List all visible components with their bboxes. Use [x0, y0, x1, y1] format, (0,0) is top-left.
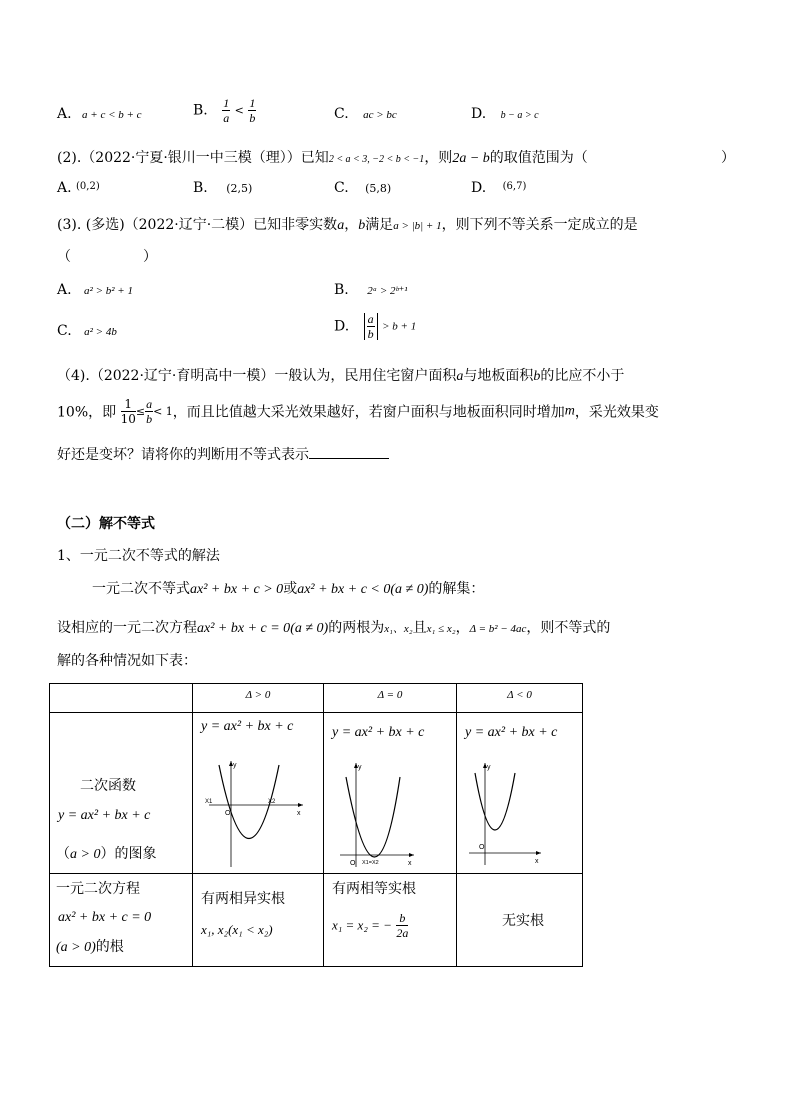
ineq-1: ax² + bx + c > 0	[190, 582, 284, 597]
roots-description: 无实根	[502, 913, 544, 929]
table-header-row	[50, 684, 583, 713]
q4-text: < 1	[153, 405, 173, 418]
q3-suffix: ，则下列不等关系一定成立的是	[441, 217, 638, 233]
function-label: y = ax² + bx + c	[201, 719, 294, 734]
var-a: a	[456, 369, 464, 384]
option-expr: ac > bc	[363, 109, 397, 121]
solution-table	[49, 683, 583, 967]
q4-text: 与地板面积	[463, 368, 534, 384]
q4-text: 好还是变坏？请将你的判断用不等式表示	[57, 447, 309, 463]
table-row	[50, 713, 583, 874]
condition: (a ≠ 0)	[290, 621, 329, 636]
option-value: (6,7)	[502, 181, 527, 192]
q4-text: ，而且比值越大采光效果越好，若窗户面积与地板面积同时增加	[172, 404, 565, 421]
var-b: b	[358, 218, 366, 233]
q2-option-d	[471, 180, 526, 196]
text: 的根	[95, 939, 124, 955]
numerator: 1	[121, 398, 136, 412]
var-m: m	[564, 403, 575, 419]
numerator: 1	[223, 96, 230, 110]
text: 或	[283, 581, 298, 597]
axis-label-y: y	[358, 764, 362, 771]
table-header-cell	[193, 684, 324, 713]
denominator: 10	[120, 412, 136, 426]
denominator: b	[249, 111, 256, 125]
header-delta-positive: Δ > 0	[245, 689, 271, 701]
option-expr: b − a > c	[500, 110, 539, 121]
graph-cell-delta-negative	[457, 713, 583, 874]
option-label: B.	[193, 102, 208, 119]
text: 设相应的一元二次方程	[57, 620, 197, 636]
fraction	[367, 313, 375, 340]
q4-line1	[57, 365, 624, 385]
axis-label-y: y	[233, 762, 237, 769]
label-formula: ax² + bx + c = 0	[58, 910, 152, 925]
text: （	[56, 846, 70, 862]
option-label: A.	[57, 180, 72, 196]
q4-text: （4).（2022·辽宁·育明高中一模）一般认为，民用住宅窗户面积	[57, 368, 457, 384]
q2-close-paren: ）	[721, 150, 735, 166]
fraction	[121, 398, 136, 425]
x-axis-arrow	[298, 803, 303, 807]
q4-text: ，采光效果变	[574, 404, 659, 421]
q2-mid: ，则	[424, 150, 453, 166]
label-text: 二次函数	[80, 778, 136, 794]
option-label: B.	[334, 282, 349, 298]
parabola-graph-no-root	[465, 759, 545, 871]
q3-stem	[57, 214, 638, 234]
text: 的两根为	[328, 620, 385, 636]
parabola-curve	[346, 777, 400, 857]
q3-option-b	[334, 282, 408, 298]
q3-option-c	[57, 323, 117, 339]
text: 且	[412, 620, 427, 636]
equation: ax² + bx + c = 0	[197, 621, 291, 636]
paragraph-line: 解的各种情况如下表：	[57, 653, 197, 669]
q4-line2	[57, 398, 659, 425]
fraction	[222, 97, 230, 124]
q2-option-a	[57, 180, 100, 196]
option-label: D.	[471, 106, 487, 122]
axis-label-y: y	[487, 764, 491, 771]
root-label: X1=X2	[362, 860, 379, 866]
option-label: D.	[471, 180, 487, 196]
subsection-title: 1、一元二次不等式的解法	[57, 548, 220, 564]
root-label-x1: X1	[205, 799, 213, 805]
option-label: B.	[193, 180, 208, 196]
q2-option-b	[193, 180, 252, 196]
option-label: C.	[334, 180, 349, 196]
option-expr: a² > 4b	[84, 326, 117, 338]
fraction	[145, 398, 153, 425]
subsection-line	[92, 578, 484, 598]
roots: x₁、x₂	[384, 623, 413, 635]
parabola-graph-one-root	[336, 759, 416, 871]
q2-prefix: (2).（2022·宁夏·银川一中三模（理））已知	[57, 150, 329, 166]
answer-blank[interactable]	[309, 444, 389, 459]
text: ，	[455, 620, 470, 636]
condition: a > 0	[70, 847, 101, 862]
q3-condition: a > |b| + 1	[393, 220, 442, 232]
less-than: <	[234, 104, 244, 117]
option-expr: a² > b² + 1	[84, 285, 133, 297]
roots-cell-delta-negative	[457, 874, 583, 967]
option-expr: > b + 1	[382, 320, 417, 333]
table-row-label	[50, 713, 193, 874]
q2-suffix: 的取值范围为（	[489, 150, 588, 166]
header-delta-negative: Δ < 0	[507, 689, 532, 701]
root-label-x2: X2	[268, 799, 276, 805]
option-value: (0,2)	[76, 181, 100, 192]
condition: (a ≠ 0)	[390, 582, 429, 597]
q4-text: 10%，即	[57, 404, 117, 421]
le-sign: ≤	[135, 405, 146, 418]
q2-stem	[57, 147, 588, 167]
graph-cell-delta-positive	[193, 713, 324, 874]
x-axis-arrow	[409, 853, 414, 857]
origin-label: O	[225, 810, 231, 817]
table-row-label	[50, 874, 193, 967]
roots-cell-delta-zero	[324, 874, 457, 967]
label-text	[56, 843, 156, 863]
origin-label: O	[350, 860, 356, 867]
roots-formula: x₁, x₂(x₁ < x₂)	[201, 922, 273, 937]
condition: (a > 0)	[56, 940, 96, 955]
x-axis-arrow	[536, 851, 541, 855]
axis-label-x: x	[408, 860, 412, 867]
numerator: b	[396, 912, 408, 926]
abs-bars	[364, 313, 378, 340]
q3-mid: 满足	[365, 217, 394, 233]
fraction	[248, 97, 256, 124]
option-label: A.	[57, 106, 72, 122]
q3-close-paren: ）	[143, 249, 157, 265]
axis-label-x: x	[297, 810, 301, 817]
q2-option-c	[334, 180, 391, 196]
text: 一元二次不等式	[92, 581, 190, 597]
q1-option-a	[57, 106, 142, 122]
q1-option-d	[471, 106, 539, 122]
numerator: a	[367, 312, 374, 326]
label-text	[56, 936, 124, 956]
option-label: C.	[57, 323, 72, 339]
roots-formula	[332, 912, 408, 939]
option-expr: a + c < b + c	[82, 109, 142, 121]
label-formula: y = ax² + bx + c	[58, 808, 151, 823]
function-label: y = ax² + bx + c	[465, 725, 558, 740]
option-label: C.	[334, 106, 349, 122]
option-value: (2,5)	[226, 182, 253, 195]
var-b: b	[533, 369, 541, 384]
table-row	[50, 874, 583, 967]
option-label: A.	[57, 282, 72, 298]
option-expr: 2ᵃ > 2ᵇ⁺¹	[367, 285, 408, 297]
ineq-2: ax² + bx + c < 0	[297, 582, 391, 597]
q3-option-a	[57, 282, 133, 298]
relation: x₁ ≤ x₂	[426, 623, 456, 635]
numerator: 1	[249, 96, 256, 110]
roots-cell-delta-positive	[193, 874, 324, 967]
denominator: b	[367, 327, 374, 341]
q2-condition: 2 < a < 3, −2 < b < −1	[328, 154, 425, 165]
q4-text: 的比应不小于	[540, 368, 625, 384]
table-header-cell	[457, 684, 583, 713]
numerator: a	[146, 397, 153, 411]
q1-option-b	[193, 97, 256, 124]
text: ）的图象	[100, 846, 157, 862]
text: 的解集：	[428, 581, 485, 597]
discriminant: Δ = b² − 4ac	[469, 623, 527, 635]
formula-lhs: x₁ = x₂ = −	[332, 917, 392, 933]
q2-expr: 2a − b	[452, 151, 490, 166]
function-label: y = ax² + bx + c	[332, 725, 425, 740]
axis-label-x: x	[535, 858, 539, 865]
var-a: a	[337, 218, 345, 233]
graph-cell-delta-zero	[324, 713, 457, 874]
denominator: a	[223, 111, 230, 125]
origin-label: O	[479, 844, 485, 851]
table-corner-cell	[50, 684, 193, 713]
table-header-cell	[324, 684, 457, 713]
roots-description: 有两相等实根	[332, 881, 416, 897]
roots-description: 有两相异实根	[201, 891, 285, 907]
q3-open-paren: （	[57, 249, 71, 265]
denominator: b	[146, 412, 153, 426]
q3-option-d	[334, 313, 416, 340]
q4-line3	[57, 444, 389, 464]
parabola-curve	[475, 773, 515, 830]
parabola-graph-two-roots	[205, 757, 305, 869]
option-label: D.	[334, 318, 350, 335]
text: ，则不等式的	[526, 620, 611, 636]
option-value: (5,8)	[365, 182, 392, 195]
section-heading: （二）解不等式	[57, 516, 155, 532]
paragraph-line	[57, 617, 610, 637]
q1-option-c	[334, 106, 397, 122]
comma: ，	[344, 217, 359, 233]
header-delta-zero: Δ = 0	[377, 689, 403, 701]
denominator: 2a	[396, 926, 409, 940]
q3-prefix: (3). (多选)（2022·辽宁·二模）已知非零实数	[57, 217, 338, 233]
label-text: 一元二次方程	[56, 881, 140, 897]
fraction	[396, 912, 408, 939]
